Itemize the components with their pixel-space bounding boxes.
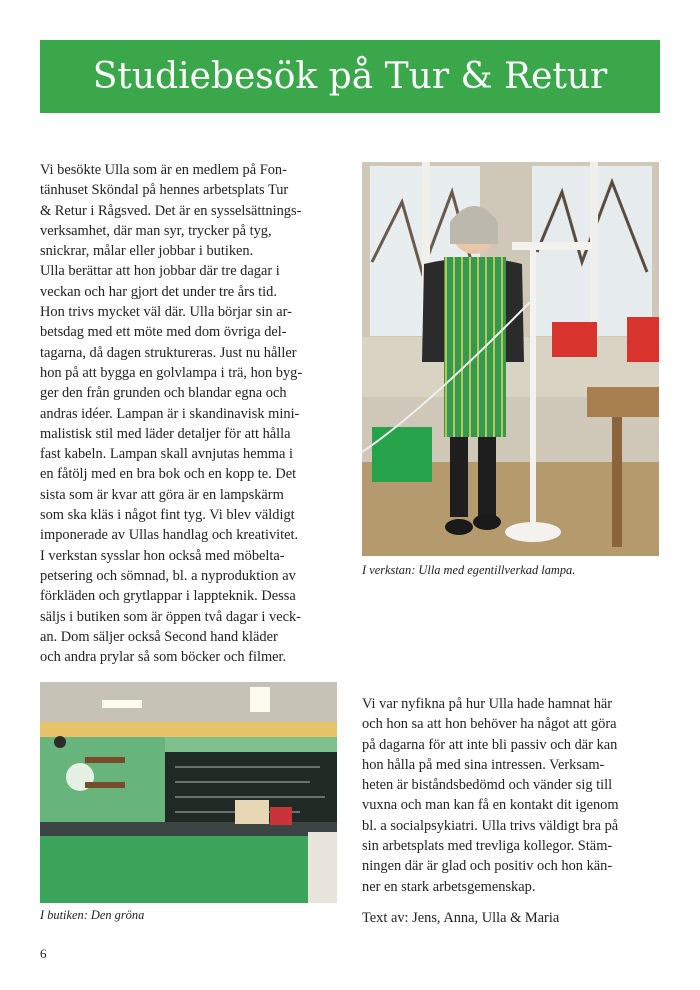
text-line: och andra prylar så som böcker och filmer. (40, 649, 287, 666)
text-line: I verkstan sysslar hon också med möbelta- (40, 547, 285, 564)
text-line: imponerade av Ullas handlag och kreativitet. (40, 527, 299, 544)
text-line: sin arbetsplats med trevliga kollegor. Stäm- (362, 838, 613, 855)
text-line: hon på att bygga en golvlampa i trä, hon byg- (40, 364, 303, 381)
text-line: sista som är kvar att göra är en lampskärm (40, 486, 284, 503)
text-line: betsdag med ett möte med dom övriga del- (40, 324, 287, 341)
text-line: ningen där är glad och positiv och hon kän- (362, 858, 613, 875)
text-line: ger den från grunden och blandar egna och (40, 385, 287, 402)
text-line: andras idéer. Lampan är i skandinavisk mini- (40, 405, 300, 422)
text-line: Ulla berättar att hon jobbar där tre dagar i (40, 263, 280, 280)
text-line: heten är biståndsbedömd och vänder sig till (362, 777, 613, 794)
text-line: Vi besökte Ulla som är en medlem på Fon- (40, 162, 287, 178)
text-line: veckan och har gjort det under tre års tid. (40, 283, 277, 300)
text-line: verksamhet, där man syr, trycker på tyg, (40, 222, 272, 239)
text-line: en fåtölj med en bra bok och en kopp te. Det (40, 466, 297, 483)
article-column-left (40, 160, 340, 667)
shop-photo (40, 682, 337, 903)
text-line: vuxna och man kan få en kontakt dit igenom (362, 797, 619, 814)
author-credit: Text av: Jens, Anna, Ulla & Maria (362, 910, 560, 926)
text-line: på dagarna för att inte bli passiv och där kan (362, 736, 618, 753)
text-line: snickrar, målar eller jobbar i butiken. (40, 243, 254, 260)
text-line: säljs i butiken som är öppen två dagar i veck- (40, 608, 301, 625)
article-column-right (362, 694, 662, 897)
text-line: hon hålla på med sina intressen. Verksam- (362, 756, 605, 773)
text-line: & Retur i Rågsved. Det är en sysselsättnings- (40, 202, 302, 219)
text-line: malistisk stil med läder detaljer för att hålla (40, 425, 291, 442)
text-line: an. Dom säljer också Second hand kläder (40, 628, 278, 645)
text-line: petsering och sömnad, bl. a nyproduktion av (40, 567, 296, 584)
workshop-photo (362, 162, 659, 556)
text-line: förkläden och grytlappar i lappteknik. Dessa (40, 588, 296, 605)
shop-photo-caption: I butiken: Den gröna (40, 908, 145, 922)
page-title: Studiebesök på Tur & Retur (92, 56, 608, 97)
page-title-banner (40, 40, 660, 113)
text-line: tänhuset Sköndal på hennes arbetsplats Tur (40, 182, 289, 199)
page-number: 6 (40, 946, 47, 961)
workshop-photo-illustration (362, 162, 659, 556)
text-line: som ska kläs i något fint tyg. Vi blev väldigt (40, 507, 295, 524)
text-line: Hon trivs mycket väl där. Ulla börjar sin ar- (40, 304, 292, 321)
shop-photo-illustration (40, 682, 337, 903)
text-line: Vi var nyfikna på hur Ulla hade hamnat här (362, 696, 613, 712)
text-line: och hon sa att hon behöver ha något att göra (362, 716, 617, 733)
text-line: fast kabeln. Lampan skall avnjutas hemma i (40, 446, 293, 463)
text-line: bl. a socialpsykiatri. Ulla trivs väldigt bra på (362, 817, 619, 834)
workshop-photo-caption: I verkstan: Ulla med egentillverkad lampa. (362, 563, 576, 577)
text-line: tagarna, då dagen struktureras. Just nu håller (40, 344, 297, 361)
text-line: ner en stark arbetsgemenskap. (362, 878, 536, 895)
